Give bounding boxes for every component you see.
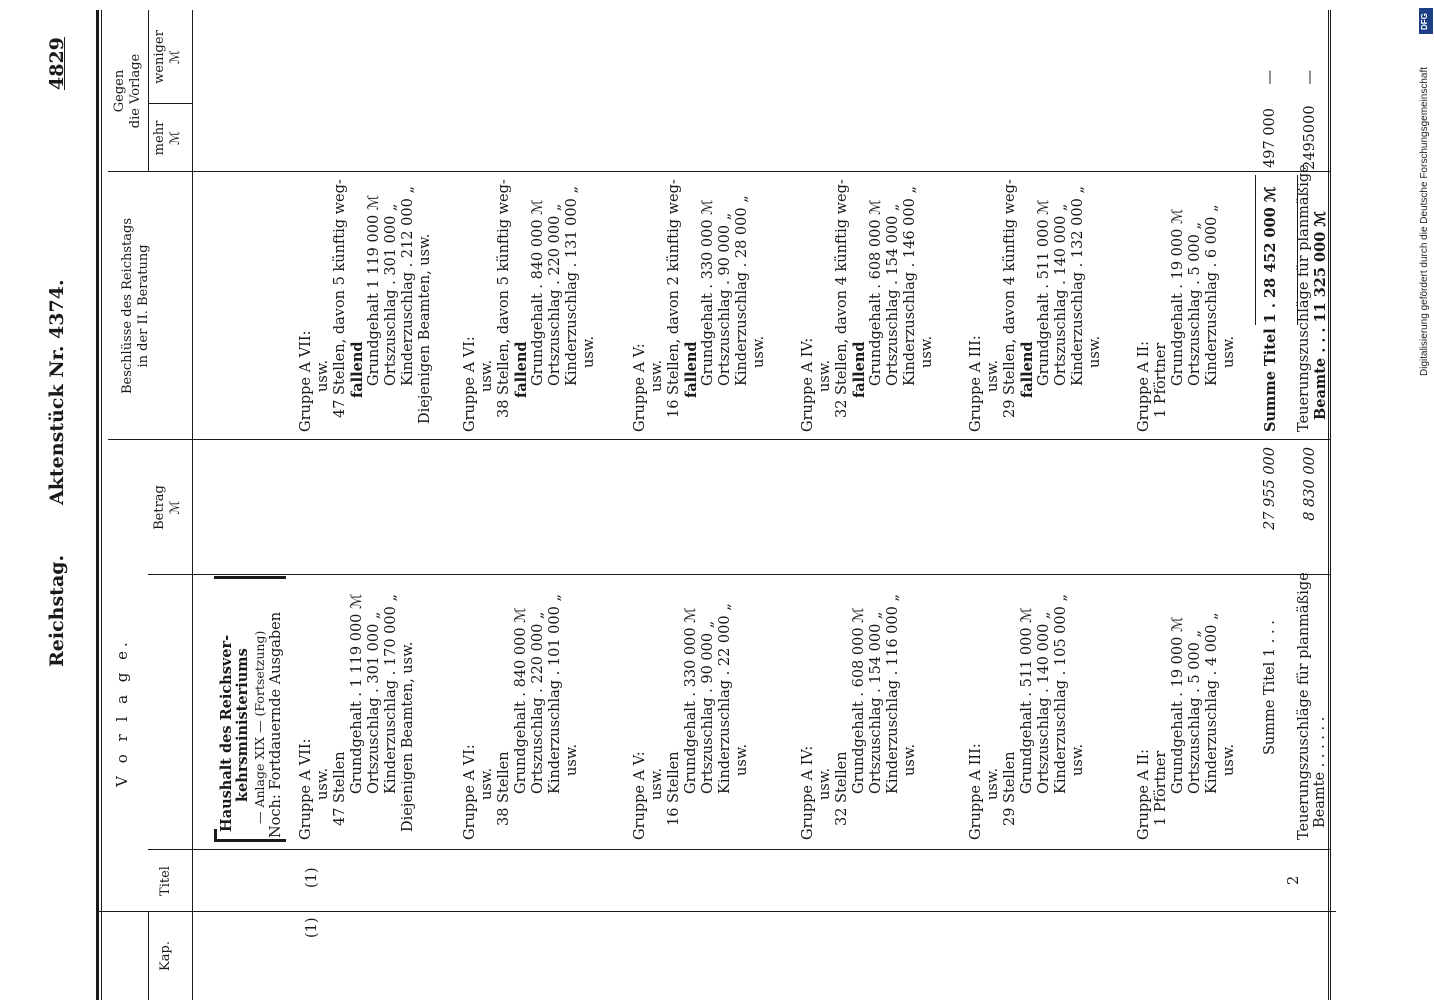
vorlage-teuerung-2: Beamte . . . . . .: [1312, 716, 1328, 828]
beschluesse-group-3-kinder: Kinderzuschlag . 28 000 „: [734, 195, 750, 386]
beschluesse-group-2-kinder: Kinderzuschlag . 131 000 „: [564, 186, 580, 386]
vorlage-group-4-usw: usw.: [817, 767, 833, 800]
vorlage-group-1-kinder: Kinderzuschlag . 170 000 „: [383, 594, 399, 794]
betrag-summe: 27 955 000: [1262, 447, 1278, 531]
beschluesse-group-1-fallend: fallend: [349, 341, 366, 398]
beschluesse-group-1-extra: Diejenigen Beamten, usw.: [417, 233, 433, 424]
vorlage-group-3-tail: usw.: [734, 743, 750, 776]
vorlage-group-5-grund: Grundgehalt . 511 000 ℳ: [1019, 607, 1035, 794]
header-title: Aktenstück Nr. 4374.: [46, 279, 68, 505]
gegen-subline: [148, 10, 149, 172]
beschluesse-group-6-kinder: Kinderzuschlag . 6 000 „: [1204, 204, 1220, 386]
beschluesse-group-1-usw: usw.: [315, 359, 331, 392]
header-left: Reichstag.: [46, 554, 68, 667]
vorlage-group-4-orts: Ortszuschlag . 154 000 „: [868, 611, 884, 794]
col-beschluesse-2: in der II. Beratung: [136, 244, 151, 368]
beschluesse-group-5-usw: usw.: [985, 359, 1001, 392]
vorlage-group-5-usw: usw.: [985, 767, 1001, 800]
vorlage-group-3-stellen: 16 Stellen: [666, 751, 682, 826]
col-gegen-1: Gegen: [112, 69, 127, 113]
titel-2-number: 2: [1286, 875, 1302, 885]
vorlage-group-2-stellen: 38 Stellen: [496, 751, 512, 826]
vorlage-group-5-label: Gruppe A III:: [968, 743, 984, 840]
beschluesse-group-4-fallend: fallend: [851, 341, 868, 398]
beschluesse-group-3-label: Gruppe A V:: [632, 343, 648, 432]
vorlage-group-5-stellen: 29 Stellen: [1002, 751, 1018, 826]
vorlage-group-3-kinder: Kinderzuschlag . 22 000 „: [717, 603, 733, 794]
col-betrag-2: ℳ: [168, 500, 183, 515]
beschluesse-group-4-usw: usw.: [817, 359, 833, 392]
beschluesse-group-2-fallend: fallend: [513, 341, 530, 398]
col-vorlage: V o r l a g e.: [113, 638, 131, 787]
col-betrag-1: Betrag: [152, 485, 167, 530]
sum-rule: [1255, 175, 1256, 325]
beschluesse-teuerung-2: Beamte . . . 11 325 000 ℳ: [1312, 211, 1329, 420]
gegen-weniger-summe: —: [1262, 70, 1278, 85]
vorlage-group-1-usw: usw.: [315, 767, 331, 800]
vorlage-group-3-grund: Grundgehalt . 330 000 ℳ: [683, 607, 699, 794]
beschluesse-group-3-usw: usw.: [649, 359, 665, 392]
vorlage-group-2-grund: Grundgehalt . 840 000 ℳ: [513, 607, 529, 794]
beschluesse-group-1-orts: Ortszuschlag . 301 000 „: [383, 203, 399, 386]
gegen-weniger-teuerung: —: [1302, 70, 1318, 85]
page-number: 4829: [46, 37, 68, 90]
beschluesse-group-5-kinder: Kinderzuschlag . 132 000 „: [1070, 186, 1086, 386]
beschluesse-group-5-fallend: fallend: [1019, 341, 1036, 398]
beschluesse-group-2-tail: usw.: [581, 335, 597, 368]
beschluesse-group-2-label: Gruppe A VI:: [462, 336, 478, 432]
beschluesse-summe: Summe Titel 1 . 28 452 000 ℳ: [1262, 186, 1279, 432]
vorlage-group-4-grund: Grundgehalt . 608 000 ℳ: [851, 607, 867, 794]
section-anlage: — Anlage XIX — (Fortsetzung): [252, 630, 267, 824]
beschluesse-group-2-usw: usw.: [479, 359, 495, 392]
beschluesse-group-1-kinder: Kinderzuschlag . 212 000 „: [400, 186, 416, 386]
beschluesse-group-1-stellen: 47 Stellen, davon 5 künftig weg-: [332, 179, 348, 418]
vorlage-group-6-kinder: Kinderzuschlag . 4 000 „: [1204, 612, 1220, 794]
col-weniger: weniger: [152, 30, 167, 84]
section-title-2: kehrsministeriums: [234, 648, 251, 802]
vorlage-group-1-orts: Ortszuschlag . 301 000 „: [366, 611, 382, 794]
beschluesse-group-5-grund: Grundgehalt . 511 000 ℳ: [1036, 199, 1052, 386]
vorlage-group-2-label: Gruppe A VI:: [462, 744, 478, 840]
beschluesse-group-1-label: Gruppe A VII:: [298, 330, 314, 432]
beschluesse-group-3-stellen: 16 Stellen, davon 2 künftig weg-: [666, 179, 682, 418]
vorlage-group-3-orts: Ortszuschlag . 90 000 „: [700, 620, 716, 794]
beschluesse-teuerung-1: Teuerungszuschläge für planmäßige: [1296, 164, 1312, 432]
right-rule: [1330, 10, 1331, 1000]
section-title-1: Haushalt des Reichsver-: [218, 634, 235, 832]
vorlage-group-1-grund: Grundgehalt . 1 119 000 ℳ: [349, 593, 365, 794]
vorlage-group-6-stellen: 1 Pförtner: [1153, 750, 1169, 826]
beschluesse-group-6-orts: Ortszuschlag . 5 000 „: [1187, 222, 1203, 386]
section-noch: Noch: Fortdauernde Ausgaben: [268, 611, 284, 838]
vorlage-teuerung-1: Teuerungszuschläge für planmäßige: [1296, 572, 1312, 840]
titel-number: (1): [304, 867, 320, 888]
col-gegen-2: die Vorlage: [128, 53, 143, 129]
beschluesse-group-4-label: Gruppe A IV:: [800, 337, 816, 432]
vbar-beschluesse: [192, 171, 1330, 172]
vorlage-group-1-extra: Diejenigen Beamten, usw.: [400, 641, 416, 832]
vorlage-group-4-kinder: Kinderzuschlag . 116 000 „: [885, 594, 901, 794]
vorlage-summe: Summe Titel 1 . . .: [1262, 620, 1278, 755]
betrag-teuerung: 8 830 000: [1302, 447, 1318, 521]
vorlage-group-5-kinder: Kinderzuschlag . 105 000 „: [1053, 594, 1069, 794]
beschluesse-group-5-label: Gruppe A III:: [968, 335, 984, 432]
vorlage-group-1-stellen: 47 Stellen: [332, 751, 348, 826]
vorlage-group-2-tail: usw.: [564, 743, 580, 776]
vorlage-group-6-orts: Ortszuschlag . 5 000 „: [1187, 630, 1203, 794]
beschluesse-group-3-tail: usw.: [751, 335, 767, 368]
vorlage-group-3-usw: usw.: [649, 767, 665, 800]
beschluesse-group-6-stellen: 1 Pförtner: [1153, 342, 1169, 418]
vorlage-group-5-tail: usw.: [1070, 743, 1086, 776]
col-titel: Titel: [158, 866, 173, 896]
vbar-betrag: [192, 439, 1330, 440]
beschluesse-group-4-tail: usw.: [919, 335, 935, 368]
beschluesse-group-2-stellen: 38 Stellen, davon 5 künftig weg-: [496, 179, 512, 418]
gegen-mehr-teuerung: 2495000: [1302, 105, 1318, 170]
col-weniger-unit: ℳ: [168, 50, 183, 64]
outer-rule-top: [96, 10, 99, 1000]
beschluesse-group-3-fallend: fallend: [683, 341, 700, 398]
vorlage-group-3-label: Gruppe A V:: [632, 751, 648, 840]
vorlage-group-1-label: Gruppe A VII:: [298, 738, 314, 840]
beschluesse-group-4-kinder: Kinderzuschlag . 146 000 „: [902, 186, 918, 386]
beschluesse-group-5-orts: Ortszuschlag . 140 000 „: [1053, 203, 1069, 386]
dfg-logo: DFG: [1419, 8, 1433, 34]
kap-number: (1): [304, 917, 320, 938]
beschluesse-group-6-grund: Grundgehalt . 19 000 ℳ: [1170, 208, 1186, 386]
vorlage-group-2-usw: usw.: [479, 767, 495, 800]
beschluesse-group-2-grund: Grundgehalt . 840 000 ℳ: [530, 199, 546, 386]
vorlage-group-4-label: Gruppe A IV:: [800, 745, 816, 840]
vorlage-group-4-tail: usw.: [902, 743, 918, 776]
vbar-vorlage: [192, 574, 1330, 575]
kap-titel-sep: [148, 911, 149, 1000]
vorlage-group-4-stellen: 32 Stellen: [834, 751, 850, 826]
beschluesse-group-6-label: Gruppe A II:: [1136, 340, 1152, 432]
gegen-mehr-summe: 497 000: [1262, 108, 1278, 168]
outer-rule-top-thin: [101, 10, 102, 1000]
header-bottom-rule: [192, 10, 193, 1000]
beschluesse-group-3-orts: Ortszuschlag . 90 000 „: [717, 212, 733, 386]
beschluesse-group-3-grund: Grundgehalt . 330 000 ℳ: [700, 199, 716, 386]
vorlage-group-2-kinder: Kinderzuschlag . 101 000 „: [547, 594, 563, 794]
beschluesse-group-4-grund: Grundgehalt . 608 000 ℳ: [868, 199, 884, 386]
vorlage-group-2-orts: Ortszuschlag . 220 000 „: [530, 611, 546, 794]
col-beschluesse-1: Beschlüsse des Reichstags: [120, 217, 135, 395]
beschluesse-group-4-orts: Ortszuschlag . 154 000 „: [885, 203, 901, 386]
beschluesse-group-5-stellen: 29 Stellen, davon 4 künftig weg-: [1002, 179, 1018, 418]
beschluesse-group-4-stellen: 32 Stellen, davon 4 künftig weg-: [834, 179, 850, 418]
vorlage-group-5-orts: Ortszuschlag . 140 000 „: [1036, 611, 1052, 794]
beschluesse-group-5-tail: usw.: [1087, 335, 1103, 368]
beschluesse-group-6-tail: usw.: [1221, 335, 1237, 368]
vbar-titel: [192, 849, 1330, 850]
col-kap: Kap.: [158, 941, 173, 971]
vorlage-group-6-tail: usw.: [1221, 743, 1237, 776]
beschluesse-group-2-orts: Ortszuschlag . 220 000 „: [547, 203, 563, 386]
body-right: [1328, 10, 1329, 1000]
col-mehr: mehr: [152, 120, 167, 156]
digitization-note: Digitalisierung gefördert durch die Deutsche Forschungsgemeinschaft: [1419, 66, 1430, 376]
bottom-rule: [96, 911, 1336, 912]
col-mehr-unit: ℳ: [168, 131, 183, 145]
vorlage-group-6-grund: Grundgehalt . 19 000 ℳ: [1170, 616, 1186, 794]
vorlage-group-6-label: Gruppe A II:: [1136, 748, 1152, 840]
beschluesse-group-1-grund: Grundgehalt 1 119 000 ℳ: [366, 194, 382, 386]
